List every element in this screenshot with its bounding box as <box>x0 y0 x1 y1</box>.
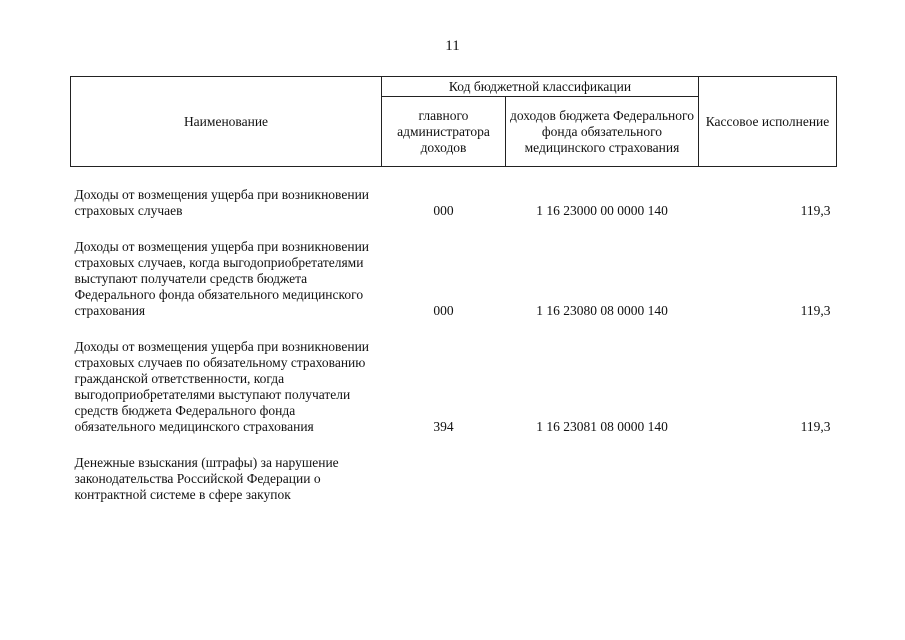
row-income-code <box>506 435 699 503</box>
header-income: доходов бюджета Федерального фонда обязательного медицинского страхования <box>506 97 699 167</box>
header-execution: Кассовое исполнение <box>699 77 837 167</box>
row-name: Доходы от возмещения ущерба при возникновении страховых случаев <box>74 187 370 218</box>
row-income-code: 1 16 23080 08 0000 140 <box>536 303 668 318</box>
row-execution: 119,3 <box>800 203 831 218</box>
row-name: Доходы от возмещения ущерба при возникновении страховых случаев, когда выгодоприобретателями выступают получатели средств бюджета Федерального фонда обязательного медицинского страхования <box>74 239 370 318</box>
header-kbk-group: Код бюджетной классификации <box>382 77 699 97</box>
budget-table <box>70 76 837 503</box>
row-admin-code: 394 <box>433 419 454 434</box>
table-row <box>71 435 837 503</box>
row-admin-code: 000 <box>433 303 454 318</box>
table-row <box>71 167 837 220</box>
table-row <box>71 219 837 319</box>
page-number: 11 <box>445 38 460 54</box>
row-execution: 119,3 <box>800 419 831 434</box>
header-admin: главного администратора доходов <box>382 97 506 167</box>
table-header <box>71 77 837 167</box>
row-income-code: 1 16 23081 08 0000 140 <box>536 419 668 434</box>
row-execution: 119,3 <box>800 303 831 318</box>
row-name: Денежные взыскания (штрафы) за нарушение законодательства Российской Федерации о контрактной системе в сфере закупок <box>74 455 339 502</box>
row-execution <box>699 435 837 503</box>
row-name: Доходы от возмещения ущерба при возникновении страховых случаев по обязательному страхованию гражданской ответственности, когда выгодоприобретателями выступают получатели средств бюджета Федерального фонда обязательного медицинского страхования <box>74 339 370 434</box>
row-income-code: 1 16 23000 00 0000 140 <box>536 203 668 218</box>
row-admin-code: 000 <box>433 203 454 218</box>
table-body <box>71 167 837 504</box>
table-row <box>71 319 837 435</box>
row-admin-code <box>382 435 506 503</box>
header-name: Наименование <box>71 77 382 167</box>
